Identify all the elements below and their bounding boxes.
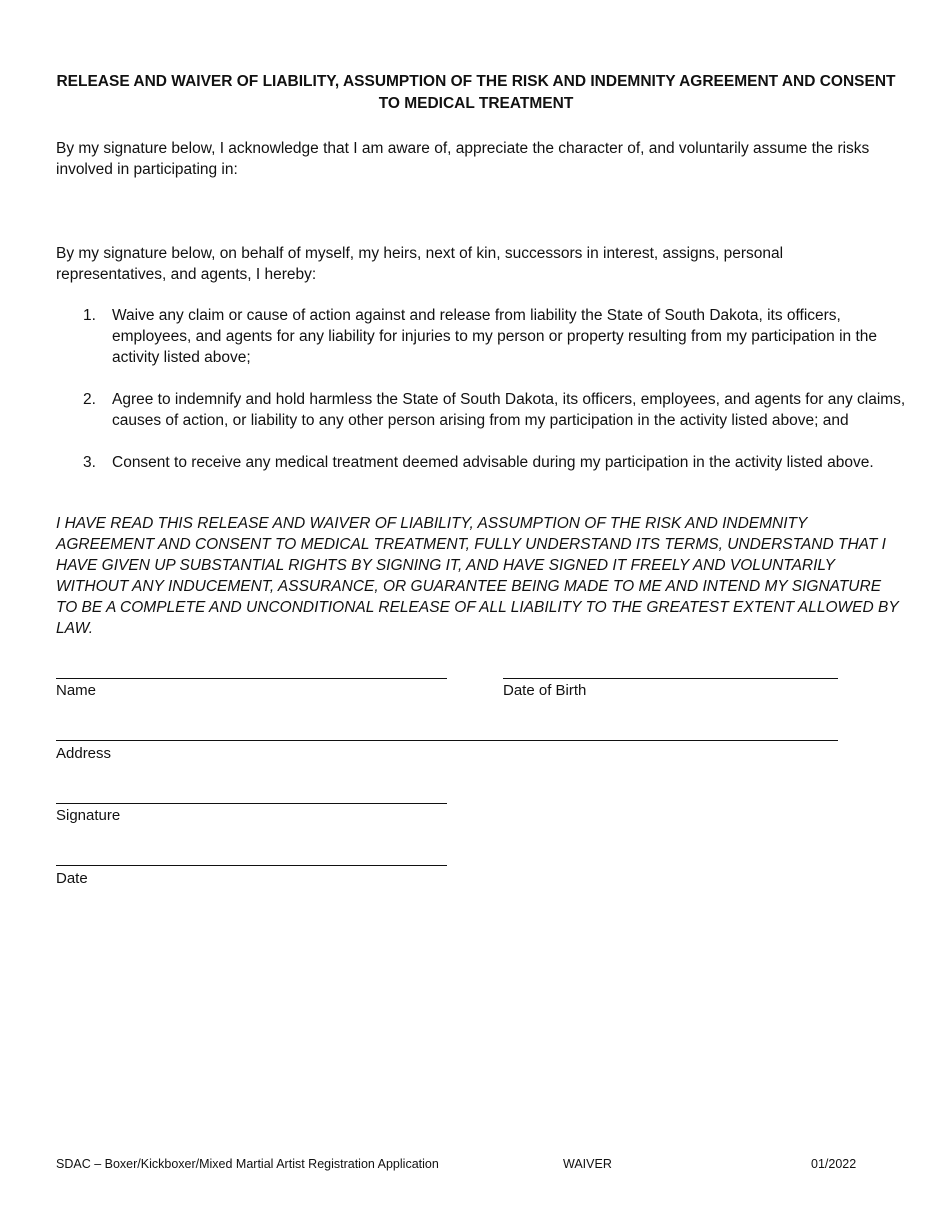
list-item-text: Consent to receive any medical treatment deemed advisable during my participation in the activity listed above. <box>112 454 874 471</box>
signature-field-line[interactable] <box>56 803 447 804</box>
address-label: Address <box>56 745 112 762</box>
list-item-number: 2. <box>83 391 96 408</box>
acknowledgement-paragraph: I HAVE READ THIS RELEASE AND WAIVER OF LIABILITY, ASSUMPTION OF THE RISK AND INDEMNITY AGREEMENT AND CONSENT TO MEDICAL TREATMENT, FULLY UNDERSTAND ITS TERMS, UNDERSTAND THAT I HAVE GIVEN UP SUBSTANTIAL RIGHTS BY SIGNING IT, AND HAVE SIGNED IT FREELY AND VOLUNTARILY WITHOUT ANY INDUCEMENT, ASSURANCE, OR GUARANTEE BEING MADE TO ME AND INTEND MY SIGNATURE TO BE A COMPLETE AND UNCONDITIONAL RELEASE OF ALL LIABILITY TO THE GREATEST EXTENT ALLOWED BY LAW. <box>56 515 899 637</box>
date-field-line[interactable] <box>56 865 447 866</box>
address-field-line[interactable] <box>56 740 838 741</box>
footer-section: WAIVER <box>563 1157 612 1171</box>
list-item-text: Agree to indemnify and hold harmless the State of South Dakota, its officers, employees, and agents for any claims, causes of action, or liability to any other person arising from my participation in the activity listed above; and <box>112 391 906 429</box>
list-item-number: 3. <box>83 454 96 471</box>
behalf-paragraph: By my signature below, on behalf of myself, my heirs, next of kin, successors in interest, assigns, personal representatives, and agents, I hereby: <box>56 245 784 283</box>
list-item-text: Waive any claim or cause of action against and release from liability the State of South Dakota, its officers, employees, and agents for any liability for injuries to my person or property resulting from my participation in the activity listed above; <box>112 307 878 366</box>
intro-paragraph: By my signature below, I acknowledge that I am aware of, appreciate the character of, and voluntarily assume the risks involved in participating in: <box>56 140 870 178</box>
footer-revision-date: 01/2022 <box>811 1157 857 1171</box>
list-item-number: 1. <box>83 307 96 324</box>
list-item <box>56 305 906 368</box>
dob-field-line[interactable] <box>503 678 838 679</box>
signature-label: Signature <box>56 807 121 824</box>
list-item <box>56 389 906 431</box>
footer-form-name: SDAC – Boxer/Kickboxer/Mixed Martial Artist Registration Application <box>56 1157 439 1171</box>
terms-list <box>56 305 906 494</box>
name-field-line[interactable] <box>56 678 447 679</box>
name-label: Name <box>56 682 97 699</box>
dob-label: Date of Birth <box>503 682 587 699</box>
date-label: Date <box>56 870 88 887</box>
document-title: RELEASE AND WAIVER OF LIABILITY, ASSUMPTION OF THE RISK AND INDEMNITY AGREEMENT AND CONSENT TO MEDICAL TREATMENT <box>56 73 896 112</box>
list-item <box>56 452 906 473</box>
